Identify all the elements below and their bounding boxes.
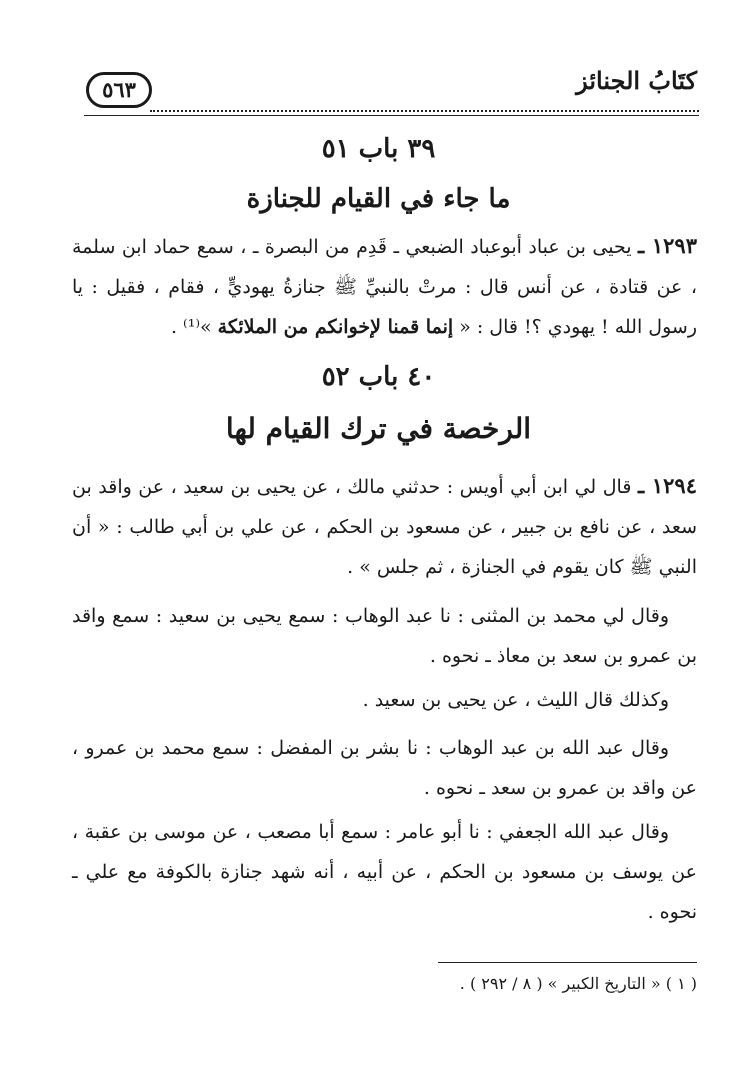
hadith-text-end: »⁽¹⁾ . <box>170 316 212 338</box>
page-number: ٥٦٣ <box>86 72 152 108</box>
header-rule <box>84 115 699 116</box>
chapter-title-standing-for-funeral: ما جاء في القيام للجنازة <box>246 184 511 214</box>
hadith-text: قال لي ابن أبي أويس : حدثني مالك ، عن يحيى بن سعيد ، عن واقد بن سعد ، عن نافع بن جبير ، عن مسعود بن الحكم ، عن علي بن أبي طالب : « أن النبي ﷺ كان يقوم في الجنازة ، ثم جلس » . <box>72 476 697 578</box>
hadith-text: يحيى بن عباد أبوعباد الضبعي ـ قَدِم من البصرة ـ ، سمع حماد ابن سلمة ، عن قتادة ، عن أنس قال : مرتْ بالنبيِّ ﷺ جنازةُ يهوديٍّ ، فقام ، فقيل : يا رسول الله ! يهودي ؟! قال : « <box>72 236 697 338</box>
hadith-number: ١٢٩٣ ـ <box>637 233 697 258</box>
hadith-1294 <box>72 466 697 587</box>
paragraph-jufi: وقال عبد الله الجعفي : نا أبو عامر : سمع أبا مصعب ، عن موسى بن عقبة ، عن يوسف بن مسعود بن الحكم ، عن أبيه ، أنه شهد جنازة بالكوفة مع علي ـ نحوه . <box>72 821 697 923</box>
running-title: كتَابُ الجنائز <box>576 66 697 95</box>
hadith-quote: إنما قمنا لإخوانكم من الملائكة <box>217 316 454 338</box>
footnote-rule <box>438 962 697 963</box>
hadith-1293 <box>72 226 697 347</box>
hadith-number: ١٢٩٤ ـ <box>637 473 697 498</box>
paragraph-ibn-muthanna: وقال لي محمد بن المثنى : نا عبد الوهاب : سمع يحيى بن سعيد : سمع واقد بن عمرو بن سعد بن معاذ ـ نحوه . <box>72 605 697 667</box>
chapter-heading-39: ٣٩ باب ٥١ <box>321 134 436 164</box>
paragraph-layth: وكذلك قال الليث ، عن يحيى بن سعيد . <box>362 689 669 711</box>
header-dotted-rule <box>150 110 699 112</box>
footnote: ( ١ ) « التاريخ الكبير » ( ٨ / ٢٩٢ ) . <box>459 974 697 993</box>
paragraph-abdullah-abd-al-wahhab: وقال عبد الله بن عبد الوهاب : نا بشر بن المفضل : سمع محمد بن عمرو ، عن واقد بن عمرو بن سعد ـ نحوه . <box>72 737 697 799</box>
chapter-title-permission: الرخصة في ترك القيام لها <box>225 412 532 445</box>
chapter-heading-40: ٤٠ باب ٥٢ <box>321 362 436 392</box>
